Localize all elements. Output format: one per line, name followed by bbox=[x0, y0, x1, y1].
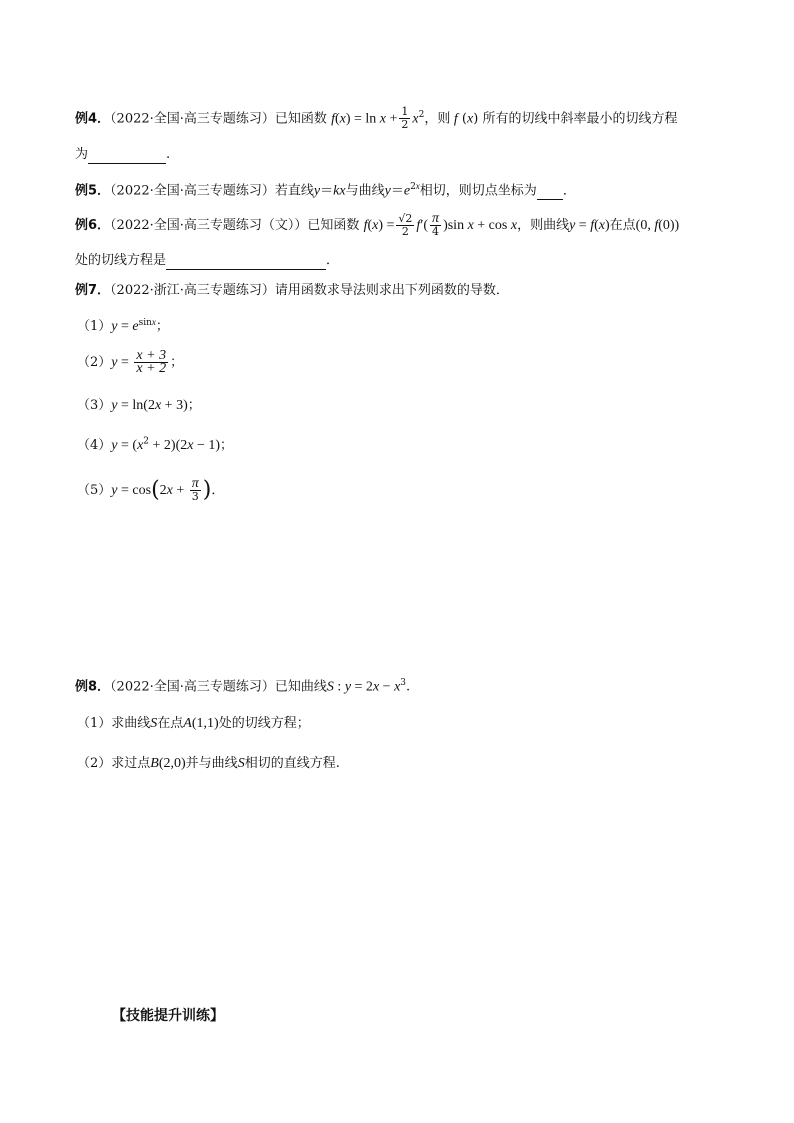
example-7: 例7．（2022·浙江·高三专题练习）请用函数求导法则求出下列函数的导数． bbox=[75, 283, 509, 298]
fraction-pi-over-3: $\frac{\pi}{3}$ bbox=[191, 476, 199, 503]
example-4-text: 已知函数 bbox=[274, 111, 327, 127]
example-4-line-1: 例4．（2022·全国·高三专题练习）已知函数 f(x) = ln x + $\frac{1}{2}$ $x^2$，则 f (x) 所有的切线中斜率最小的切线方程 bbox=[75, 105, 678, 132]
example-4-line-2: 为 . bbox=[75, 147, 171, 162]
example-5-source: （2022·全国·高三专题练习） bbox=[110, 183, 275, 199]
fraction-pi-over-4: $\frac{\pi}{4}$ bbox=[432, 211, 440, 238]
fraction-sqrt2-over-2: $\frac{√2}{2}$ bbox=[398, 212, 413, 238]
example-8-question-1: （1）求曲线S在点A(1,1)处的切线方程； bbox=[77, 716, 310, 731]
fraction-one-half: $\frac{1}{2}$ bbox=[401, 105, 409, 132]
example-6-line-2: 处的切线方程是 ． bbox=[75, 253, 340, 268]
example-7-item-2: （2）y = $\frac{x + 3}{x + 2}$ ； bbox=[77, 348, 184, 376]
example-8: 例8．（2022·全国·高三专题练习）已知曲线S : $y = 2x - x^3$. bbox=[75, 678, 411, 695]
example-7-item-4: $(4)y = (x^2 + 2)(2x - 1)$； bbox=[77, 436, 234, 453]
example-7-item-1: $(1)y = e^{sinx}$； bbox=[77, 316, 169, 334]
example-4-source: （2022·全国·高三专题练习） bbox=[110, 111, 275, 127]
example-7-item-5: （5）y = cos(2x + $\frac{\pi}{3}$ )． bbox=[77, 476, 225, 503]
example-6-line-1: 例6．（2022·全国·高三专题练习（文））已知函数 f(x) = $\frac{√2}{2}$ f′( $\frac{\pi}{4}$ )sin x + cos x，则曲线y = f(x)在点(0, f(0)) bbox=[75, 211, 680, 238]
example-7-item-3: （3）y = ln(2x + 3)； bbox=[77, 398, 201, 413]
example-8-source: （2022·全国·高三专题练习） bbox=[110, 679, 275, 695]
answer-blank[interactable] bbox=[537, 185, 563, 200]
example-4-label: 例4． bbox=[75, 111, 111, 127]
example-6-label: 例6． bbox=[75, 218, 111, 233]
example-5-label: 例5． bbox=[75, 183, 111, 199]
answer-blank[interactable] bbox=[88, 149, 166, 164]
example-7-source: （2022·浙江·高三专题练习） bbox=[110, 283, 275, 298]
fraction-x3-over-x2: $\frac{x + 3}{x + 2}$ bbox=[136, 348, 167, 376]
example-8-question-2: （2）求过点B(2,0)并与曲线S相切的直线方程. bbox=[77, 756, 340, 771]
section-title: 【技能提升训练】 bbox=[112, 1008, 224, 1024]
example-8-label: 例8． bbox=[75, 679, 111, 695]
answer-blank[interactable] bbox=[166, 255, 326, 270]
example-4-function: f bbox=[331, 111, 335, 127]
example-5: 例5．（2022·全国·高三专题练习）若直线y＝kx与曲线$y=e^{2x}$相切，则切点坐标为 ． bbox=[75, 181, 576, 199]
example-7-label: 例7． bbox=[75, 283, 111, 298]
example-6-source: （2022·全国·高三专题练习（文）） bbox=[110, 218, 308, 233]
